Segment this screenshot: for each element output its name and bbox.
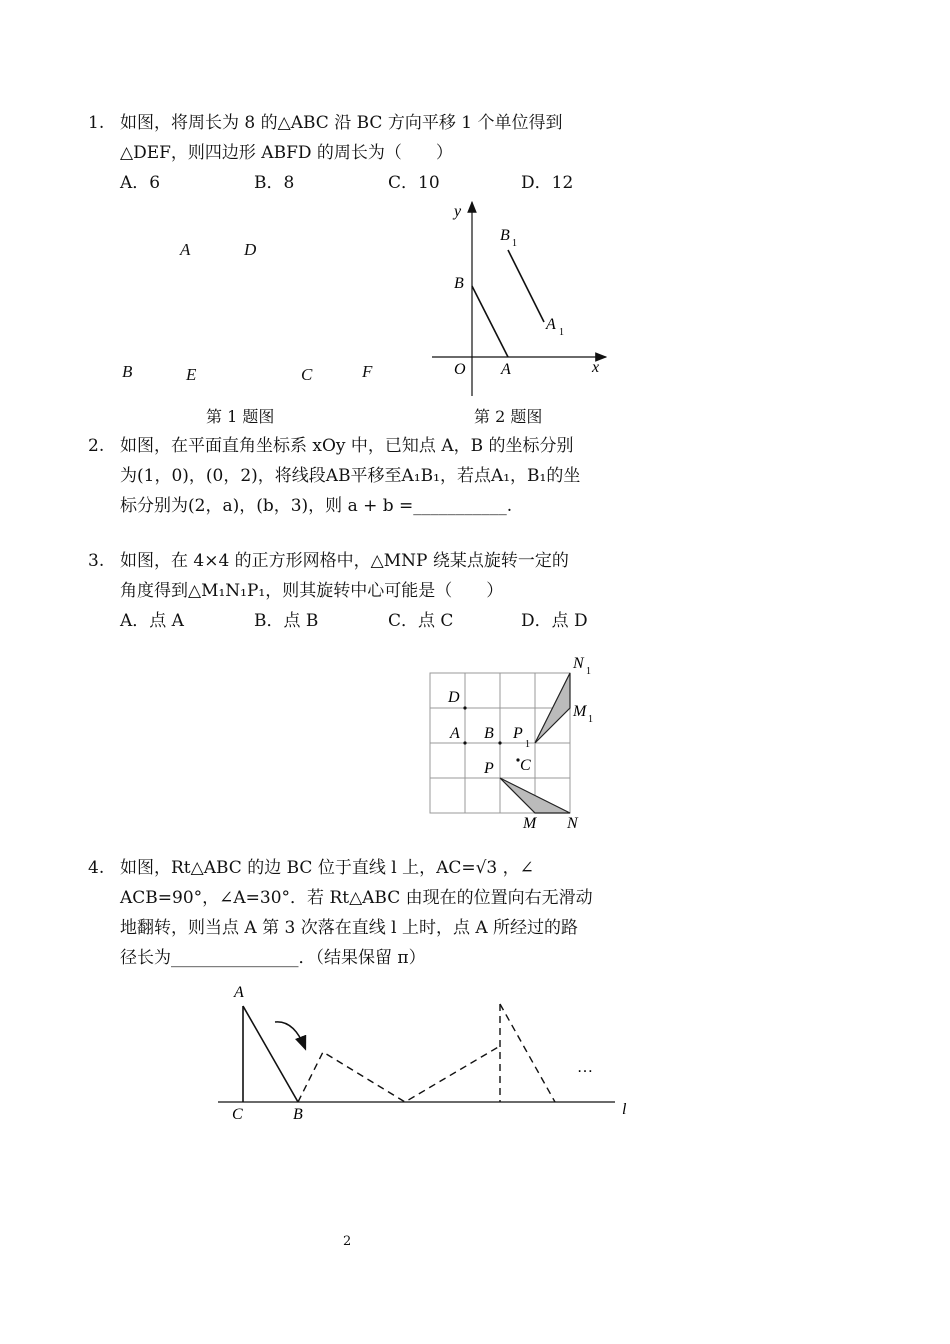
q3-option-a: A．点 A xyxy=(120,611,184,631)
q2-line-3: 标分别为(2，a)，(b，3)，则 a + b =___________. xyxy=(120,496,513,516)
point-b xyxy=(498,741,501,744)
label-p1-sub: 1 xyxy=(525,739,530,750)
label-m1-sub: 1 xyxy=(588,714,593,725)
q1-option-b: B．8 xyxy=(254,173,295,193)
label-c: C xyxy=(232,1106,243,1123)
label-m: M xyxy=(523,815,537,832)
point-a xyxy=(463,741,466,744)
q1-figure-caption: 第 1 题图 xyxy=(206,407,275,426)
label-p: P xyxy=(484,760,494,777)
q4-line-1: 如图，Rt△ABC 的边 BC 位于直线 l 上，AC=√3 ，∠ xyxy=(120,858,534,878)
q2-line-2: 为(1，0)，(0，2)，将线段AB平移至A₁B₁，若点A₁，B₁的坐 xyxy=(120,466,581,486)
q1-option-d: D．12 xyxy=(521,173,574,193)
q4-number: 4. xyxy=(88,858,105,878)
label-a: A xyxy=(450,725,460,742)
side-ab xyxy=(243,1006,298,1102)
q1-label-e: E xyxy=(186,365,197,384)
q4-line-4: 径长为_______________．（结果保留 π） xyxy=(120,948,426,968)
q1-label-f: F xyxy=(362,362,373,381)
q1-label-c: C xyxy=(301,365,313,384)
q1-line-1: 如图，将周长为 8 的△ABC 沿 BC 方向平移 1 个单位得到 xyxy=(120,113,563,133)
page-number: 2 xyxy=(343,1234,352,1249)
label-d: D xyxy=(448,689,460,706)
label-p1: P xyxy=(513,725,523,742)
label-n1-sub: 1 xyxy=(586,666,591,677)
label-n: N xyxy=(567,815,578,832)
q1-line-2: △DEF，则四边形 ABFD 的周长为（ ） xyxy=(120,143,453,163)
q1-label-a: A xyxy=(180,240,191,259)
q1-number: 1. xyxy=(88,113,105,133)
q3-line-2: 角度得到△M₁N₁P₁，则其旋转中心可能是（ ） xyxy=(120,581,504,601)
label-a: A xyxy=(234,984,244,1001)
origin-label: O xyxy=(454,361,466,378)
y-axis-label: y xyxy=(454,203,462,220)
label-c: C xyxy=(520,757,531,774)
rolling-path xyxy=(298,1004,555,1102)
x-axis-label: x xyxy=(592,359,600,376)
q2-line-1: 如图，在平面直角坐标系 xOy 中，已知点 A，B 的坐标分别 xyxy=(120,436,574,456)
point-a1-label: A xyxy=(546,316,556,333)
q3-number: 3. xyxy=(88,551,105,571)
q3-option-b: B．点 B xyxy=(254,611,319,631)
q4-figure xyxy=(210,976,640,1126)
segment-a1b1 xyxy=(508,250,544,322)
label-n1: N xyxy=(573,655,584,672)
label-b: B xyxy=(293,1106,303,1123)
label-l: l xyxy=(622,1101,627,1118)
point-a-label: A xyxy=(501,361,511,378)
label-m1: M xyxy=(573,703,587,720)
q3-option-c: C．点 C xyxy=(388,611,454,631)
q2-figure xyxy=(420,196,620,396)
rotation-arrow xyxy=(275,1022,305,1048)
point-a1-subscript: 1 xyxy=(559,327,564,338)
point-b1-label: B xyxy=(500,227,510,244)
q4-line-2: ACB=90°，∠A=30°．若 Rt△ABC 由现在的位置向右无滑动 xyxy=(120,888,593,908)
q3-grid-figure xyxy=(420,650,600,835)
ellipsis: … xyxy=(577,1059,593,1076)
q1-option-c: C．10 xyxy=(388,173,440,193)
segment-ab xyxy=(472,286,508,357)
point-b1-subscript: 1 xyxy=(512,238,517,249)
q3-line-1: 如图，在 4×4 的正方形网格中，△MNP 绕某点旋转一定的 xyxy=(120,551,569,571)
q1-label-b: B xyxy=(122,362,133,381)
point-b-label: B xyxy=(454,275,464,292)
q2-number: 2. xyxy=(88,436,105,456)
q3-option-d: D．点 D xyxy=(521,611,588,631)
point-d xyxy=(463,706,466,709)
q1-option-a: A．6 xyxy=(120,173,161,193)
q2-figure-caption: 第 2 题图 xyxy=(474,407,543,426)
q4-line-3: 地翻转，则当点 A 第 3 次落在直线 l 上时，点 A 所经过的路 xyxy=(120,918,579,938)
q1-label-d: D xyxy=(244,240,257,259)
label-b: B xyxy=(484,725,494,742)
